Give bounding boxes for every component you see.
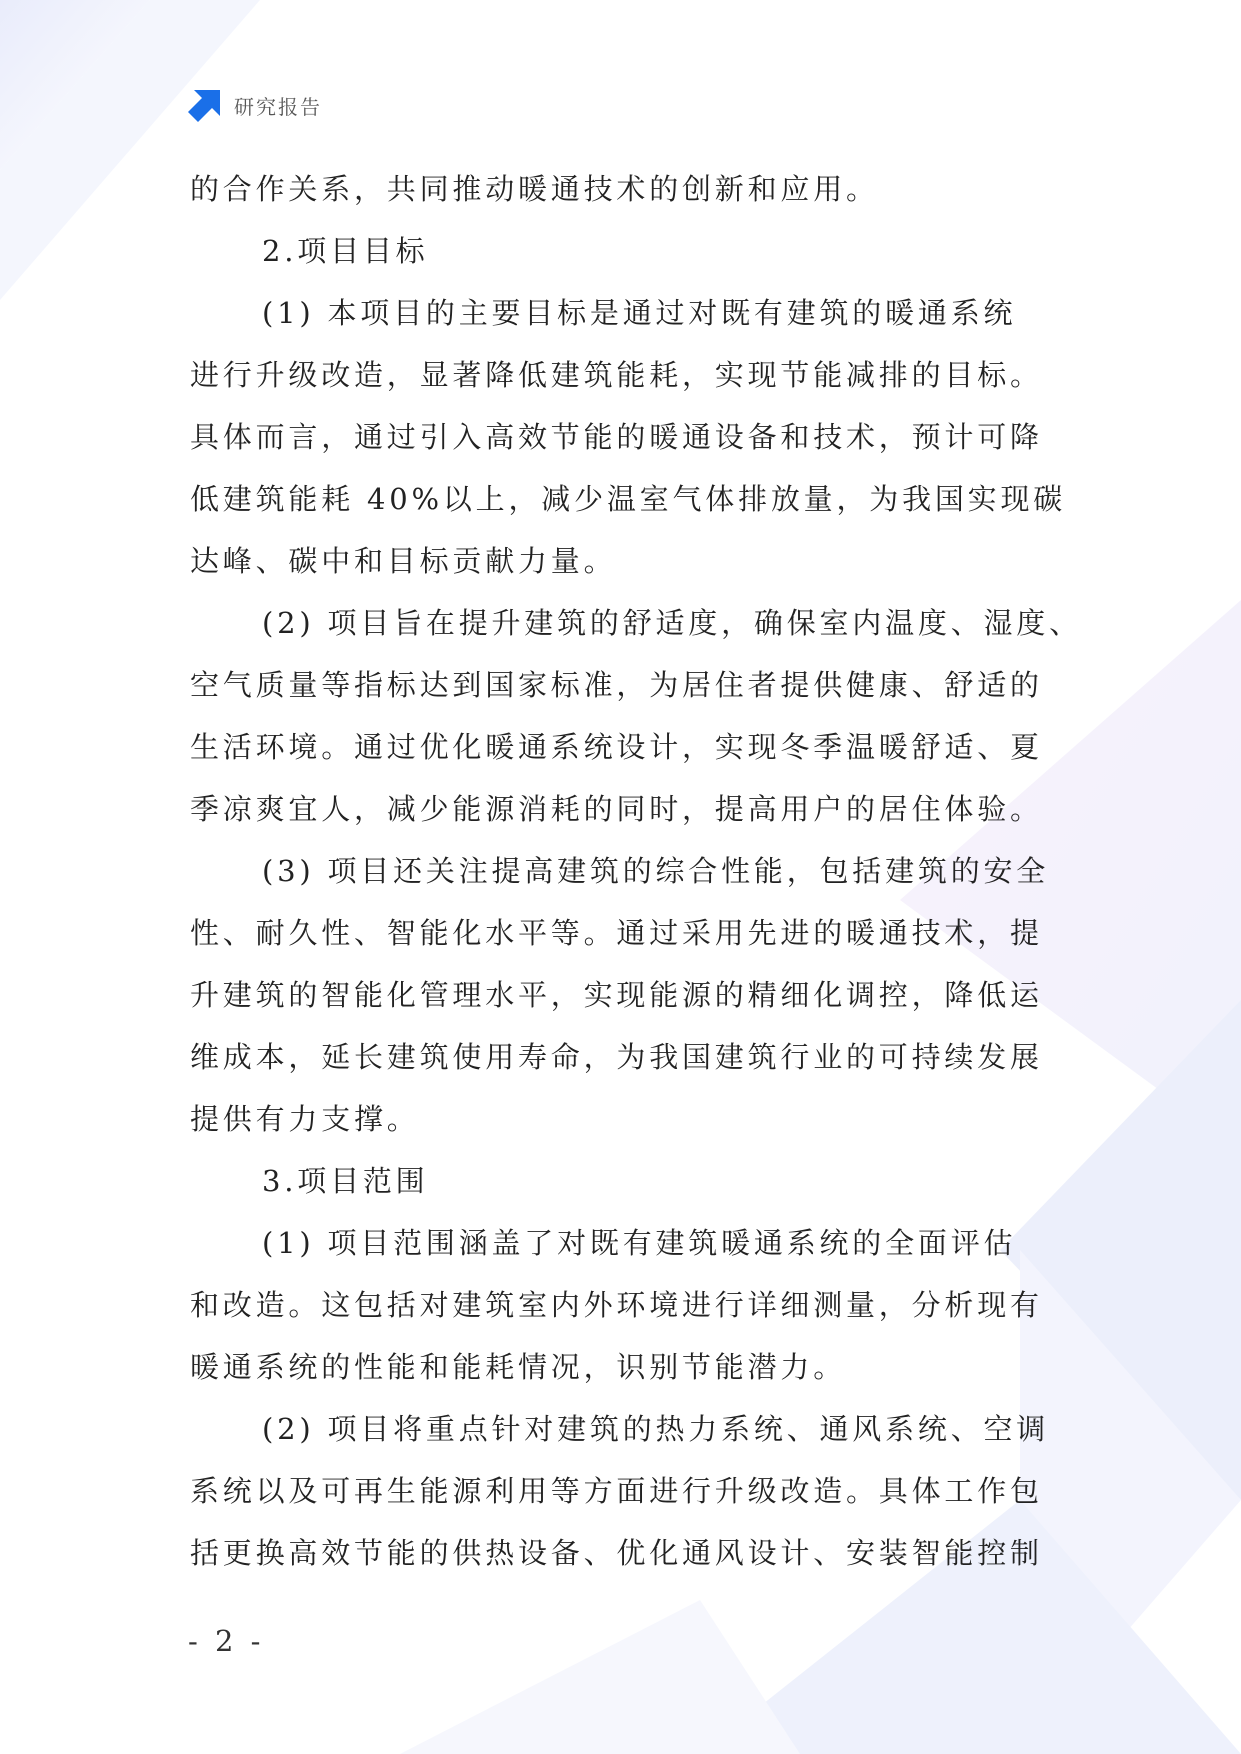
text-line: (1) 项目范围涵盖了对既有建筑暖通系统的全面评估 [262, 1226, 1017, 1260]
text-line: 暖通系统的性能和能耗情况，识别节能潜力。 [190, 1350, 847, 1384]
section-heading: 2.项目目标 [262, 234, 429, 268]
text-line: 具体而言，通过引入高效节能的暖通设备和技术，预计可降 [190, 420, 1043, 454]
text-line: 括更换高效节能的供热设备、优化通风设计、安装智能控制 [190, 1536, 1043, 1570]
text-line: 系统以及可再生能源利用等方面进行升级改造。具体工作包 [190, 1474, 1043, 1508]
text-line: (1) 本项目的主要目标是通过对既有建筑的暖通系统 [262, 296, 1017, 330]
text-line: 空气质量等指标达到国家标准，为居住者提供健康、舒适的 [190, 668, 1043, 702]
page-header [188, 88, 322, 122]
text-line: (2) 项目旨在提升建筑的舒适度，确保室内温度、湿度、 [262, 606, 1082, 640]
text-line: (2) 项目将重点针对建筑的热力系统、通风系统、空调 [262, 1412, 1050, 1446]
arrow-logo-icon [188, 88, 222, 122]
text-line: 的合作关系，共同推动暖通技术的创新和应用。 [190, 172, 879, 206]
text-line: 低建筑能耗 40%以上，减少温室气体排放量，为我国实现碳 [190, 482, 1067, 516]
text-line: 提供有力支撑。 [190, 1102, 420, 1136]
page-number: - 2 - [188, 1624, 265, 1658]
text-line: 生活环境。通过优化暖通系统设计，实现冬季温暖舒适、夏 [190, 730, 1043, 764]
text-line: (3) 项目还关注提高建筑的综合性能，包括建筑的安全 [262, 854, 1050, 888]
text-line: 达峰、碳中和目标贡献力量。 [190, 544, 617, 578]
document-body [190, 158, 1082, 1584]
text-line: 季凉爽宜人，减少能源消耗的同时，提高用户的居住体验。 [190, 792, 1043, 826]
text-line: 性、耐久性、智能化水平等。通过采用先进的暖通技术，提 [190, 916, 1043, 950]
section-heading: 3.项目范围 [262, 1164, 429, 1198]
header-title: 研究报告 [234, 94, 322, 119]
text-line: 进行升级改造，显著降低建筑能耗，实现节能减排的目标。 [190, 358, 1043, 392]
text-line: 维成本，延长建筑使用寿命，为我国建筑行业的可持续发展 [190, 1040, 1043, 1074]
bg-shape-bottom-2 [400, 1600, 800, 1754]
text-line: 升建筑的智能化管理水平，实现能源的精细化调控，降低运 [190, 978, 1043, 1012]
text-line: 和改造。这包括对建筑室内外环境进行详细测量，分析现有 [190, 1288, 1043, 1322]
